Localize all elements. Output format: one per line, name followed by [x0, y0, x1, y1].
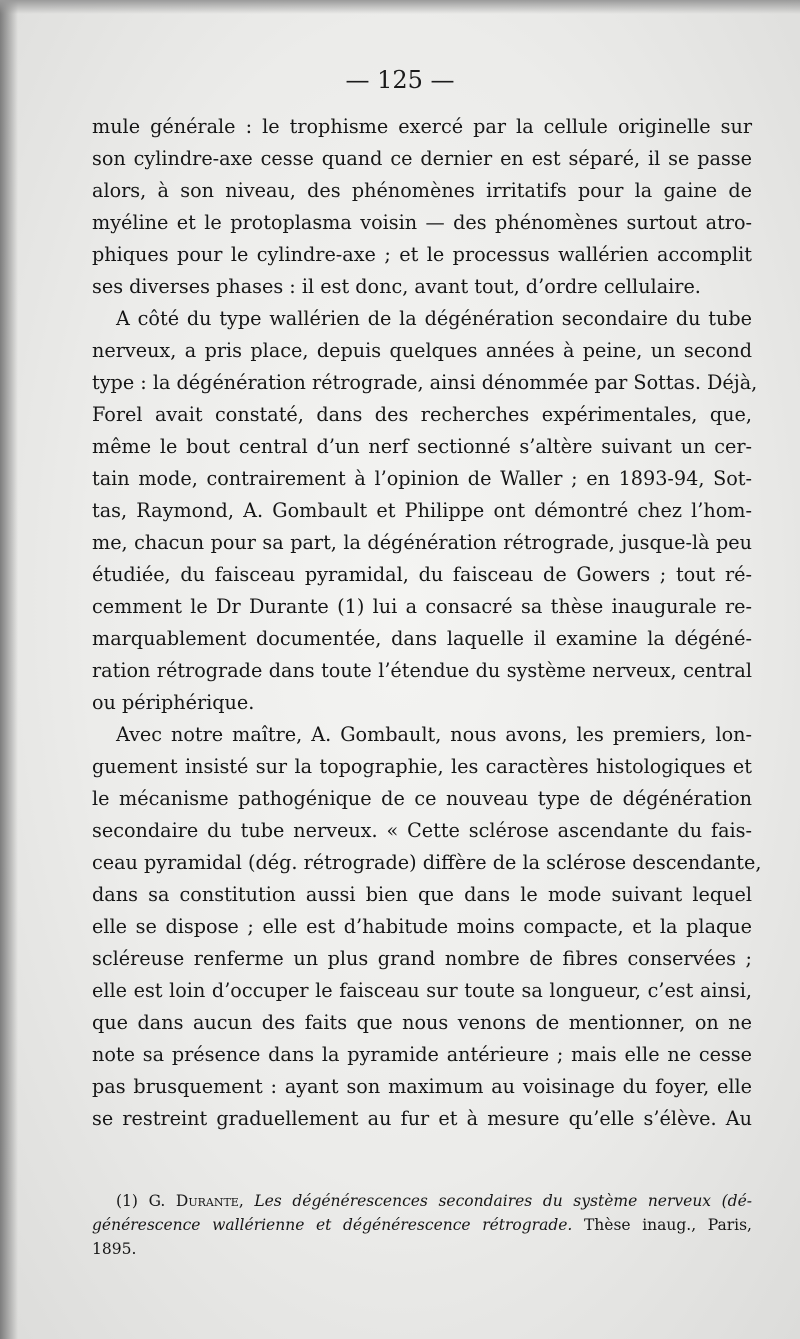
footnote-line [92, 1238, 752, 1261]
page-number: — 125 — [345, 66, 455, 94]
body-line: A côté du type wallérien de la dégénération secondaire du tube [116, 307, 752, 330]
body-line: ses diverses phases : il est donc, avant tout, d’ordre cellulaire. [92, 275, 701, 298]
body-line: étudiée, du faisceau pyramidal, du faisceau de Gowers ; tout ré- [92, 563, 752, 586]
body-line: elle est loin d’occuper le faisceau sur toute sa longueur, c’est ainsi, [92, 979, 752, 1002]
body-line: type : la dégénération rétrograde, ainsi dénommée par Sottas. Déjà, [92, 371, 758, 394]
body-line: phiques pour le cylindre-axe ; et le processus wallérien accomplit [92, 243, 752, 266]
body-line: le mécanisme pathogénique de ce nouveau type de dégénération [92, 787, 752, 810]
footnote-publication: Thèse inaug., Paris, [572, 1216, 752, 1234]
body-line: tas, Raymond, A. Gombault et Philippe ont démontré chez l’hom- [92, 499, 752, 522]
body-line: son cylindre-axe cesse quand ce dernier en est séparé, il se passe [92, 147, 752, 170]
body-line: Forel avait constaté, dans des recherches expérimentales, que, [92, 403, 752, 426]
body-line: myéline et le protoplasma voisin — des phénomènes surtout atro- [92, 211, 752, 234]
body-line: ceau pyramidal (dég. rétrograde) diffère de la sclérose descendante, [92, 851, 762, 874]
body-line: ou périphérique. [92, 691, 255, 714]
body-line: dans sa constitution aussi bien que dans le mode suivant lequel [92, 883, 752, 906]
body-line: note sa présence dans la pyramide antérieure ; mais elle ne cesse [92, 1043, 752, 1066]
body-line: ration rétrograde dans toute l’étendue du système nerveux, central [92, 659, 752, 682]
binding-shadow [0, 0, 18, 1339]
body-line: se restreint graduellement au fur et à mesure qu’elle s’élève. Au [92, 1107, 752, 1130]
body-line: me, chacun pour sa part, la dégénération rétrograde, jusque-là peu [92, 531, 752, 554]
footnote-author: G. Durante, [148, 1192, 244, 1210]
footnote-title-cont: générescence wallérienne et dégénérescence rétrograde. [92, 1216, 573, 1234]
body-line: même le bout central d’un nerf sectionné s’altère suivant un cer- [92, 435, 752, 458]
body-line: mule générale : le trophisme exercé par la cellule originelle sur [92, 115, 752, 138]
body-line: marquablement documentée, dans laquelle il examine la dégéné- [92, 627, 752, 650]
body-line: elle se dispose ; elle est d’habitude moins compacte, et la plaque [92, 915, 752, 938]
body-line: alors, à son niveau, des phénomènes irritatifs pour la gaine de [92, 179, 752, 202]
body-line: tain mode, contrairement à l’opinion de Waller ; en 1893-94, Sot- [92, 467, 752, 490]
body-line: nerveux, a pris place, depuis quelques années à peine, un second [92, 339, 752, 362]
body-line: pas brusquement : ayant son maximum au voisinage du foyer, elle [92, 1075, 752, 1098]
body-line: cemment le Dr Durante (1) lui a consacré sa thèse inaugurale re- [92, 595, 752, 618]
footnote-line [92, 1214, 752, 1237]
body-line: que dans aucun des faits que nous venons de mentionner, on ne [92, 1011, 752, 1034]
body-line: scléreuse renferme un plus grand nombre de fibres conservées ; [92, 947, 752, 970]
body-line: Avec notre maître, A. Gombault, nous avons, les premiers, lon- [116, 723, 752, 746]
footnote-year: 1895. [92, 1240, 137, 1258]
footnote-line [116, 1190, 752, 1213]
footnote-marker: (1) [116, 1192, 138, 1210]
top-edge-shadow [0, 0, 800, 14]
body-line: guement insisté sur la topographie, les caractères histologiques et [92, 755, 752, 778]
body-line: secondaire du tube nerveux. « Cette sclérose ascendante du fais- [92, 819, 752, 842]
footnote-title: Les dégénérescences secondaires du système nerveux (dé- [254, 1192, 752, 1210]
